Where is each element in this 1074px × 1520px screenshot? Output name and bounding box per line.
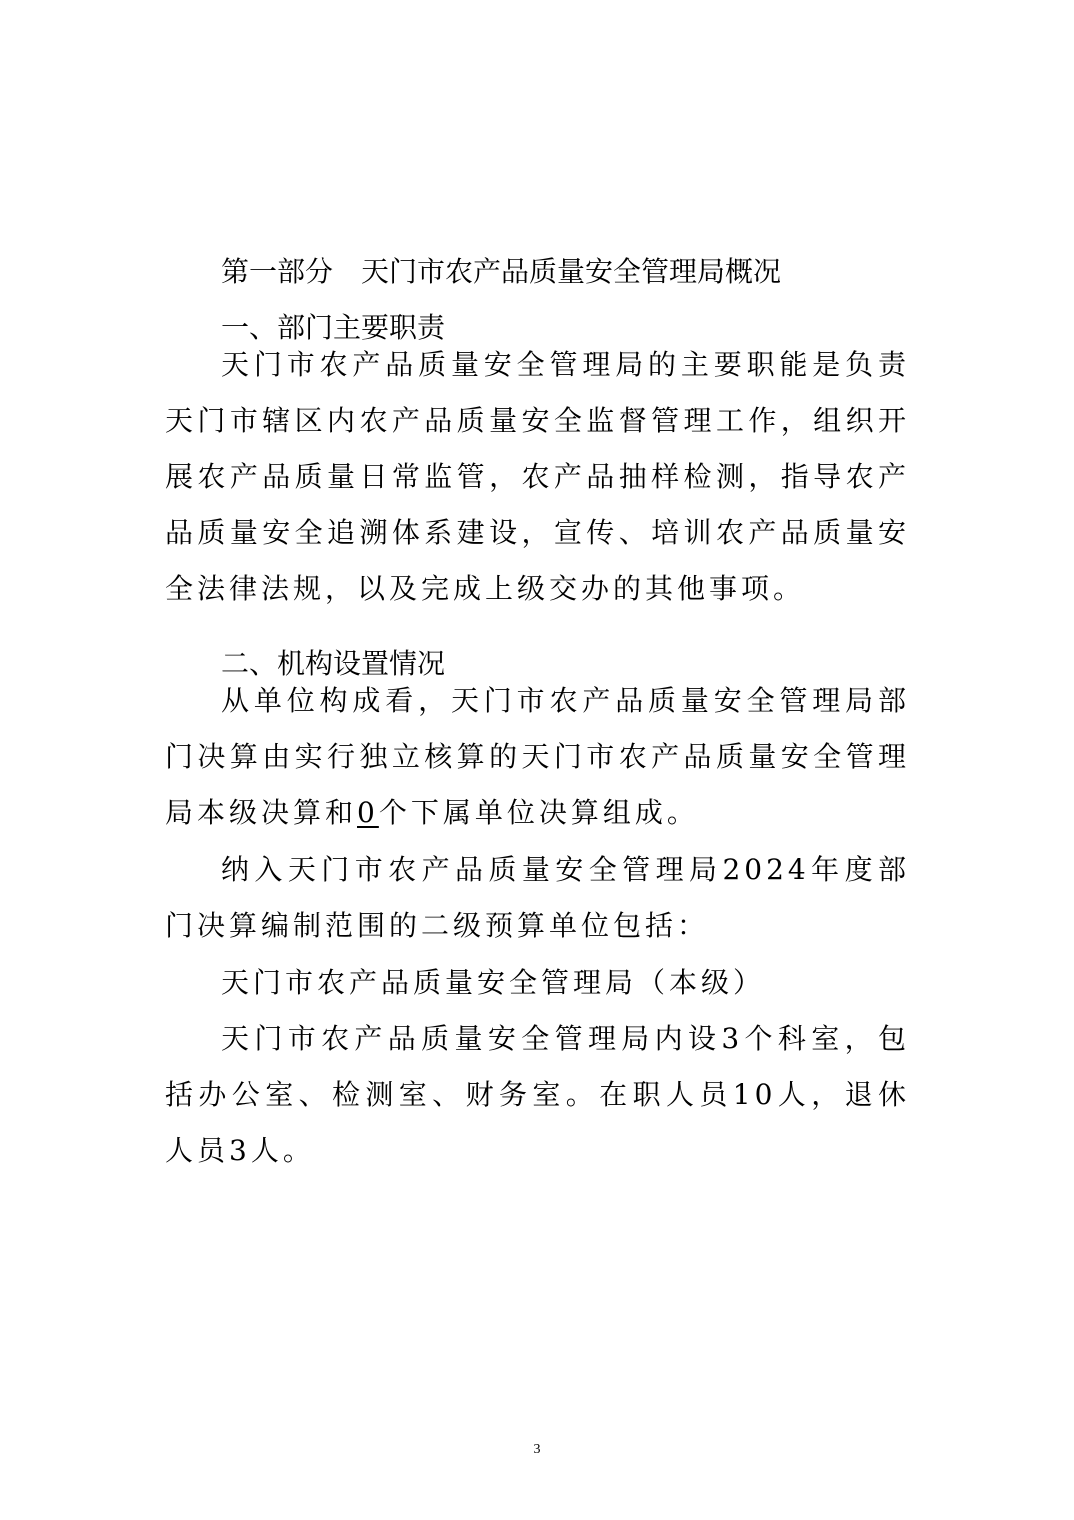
budget-unit-item: 天门市农产品质量安全管理局（本级）: [221, 966, 766, 999]
section-heading-duties: 一、部门主要职责: [221, 311, 446, 344]
section-heading-organization: 二、机构设置情况: [221, 647, 446, 680]
subordinate-unit-count: 0: [357, 796, 379, 829]
unit-composition-text-start: 从单位构成看，天门市农产品质量安全管理局部门决算由实行独立核算的天门市农产品质量安全管理局本级决算和: [165, 684, 910, 829]
part-title: 第一部分 天门市农产品质量安全管理局概况: [221, 255, 782, 288]
page-number: 3: [533, 1442, 541, 1457]
staffing-paragraph: 天门市农产品质量安全管理局内设3个科室，包括办公室、检测室、财务室。在职人员10人，退休人员3人。: [165, 1022, 910, 1167]
unit-composition-paragraph: [165, 673, 910, 841]
budget-scope-paragraph: 纳入天门市农产品质量安全管理局2024年度部门决算编制范围的二级预算单位包括：: [165, 853, 910, 942]
duties-paragraph: 天门市农产品质量安全管理局的主要职能是负责天门市辖区内农产品质量安全监督管理工作，组织开展农产品质量日常监管，农产品抽样检测，指导农产品质量安全追溯体系建设，宣传、培训农产品质量安全法律法规，以及完成上级交办的其他事项。: [165, 348, 910, 605]
unit-composition-text-end: 个下属单位决算组成。: [378, 796, 699, 829]
